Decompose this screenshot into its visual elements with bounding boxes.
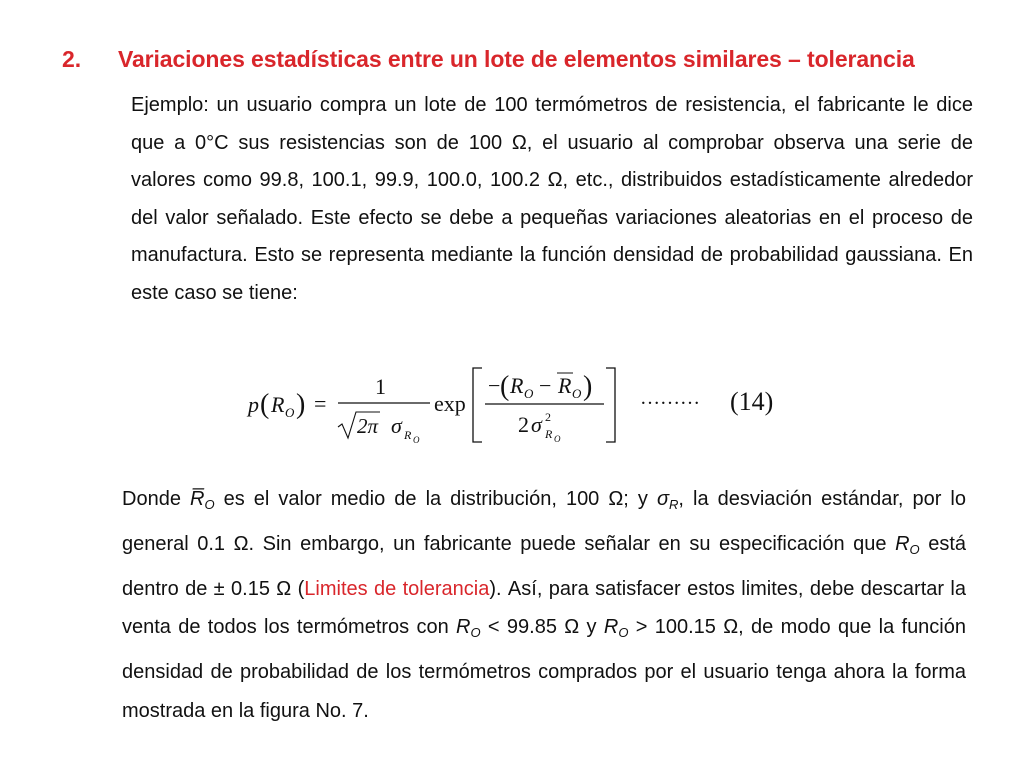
symbol-rbar-sub: O bbox=[204, 497, 215, 512]
eq-inner-rbar: R bbox=[558, 373, 572, 398]
eq-sigma-2: σ bbox=[531, 412, 542, 437]
eq-sigma-1-sub-o: O bbox=[413, 435, 420, 445]
eq-number: (14) bbox=[730, 387, 774, 416]
eq-lhs-p: p bbox=[248, 392, 259, 417]
eq-dots: ……… bbox=[640, 387, 700, 409]
eq-denominator-two: 2 bbox=[518, 412, 529, 437]
eq-lhs-open-paren: ( bbox=[260, 389, 270, 420]
eq-inner-open-paren: ( bbox=[500, 371, 510, 402]
eq-inner-rbar-sub: O bbox=[572, 386, 582, 401]
symbol-r-3: R bbox=[603, 616, 619, 639]
symbol-r-1: R bbox=[895, 532, 910, 555]
eq-minus-1: − bbox=[488, 373, 501, 398]
text-donde: Donde bbox=[122, 488, 190, 510]
text-dentro-de: está dentro de ± 0.15 Ω ( bbox=[122, 532, 966, 600]
symbol-r-1-sub: O bbox=[909, 541, 920, 557]
eq-inner-r-sub: O bbox=[524, 386, 534, 401]
eq-sigma-1-sub-r: R bbox=[404, 428, 412, 442]
eq-minus-2: − bbox=[539, 373, 552, 398]
text-desviacion: , la desviación estándar, por lo general 0.1 Ω. Sin embargo, un fabricante puede señalar en su especificación que bbox=[122, 488, 966, 555]
explanation-paragraph bbox=[122, 480, 966, 731]
text-upper-limit: > 100.15 Ω, de modo que la función densidad de probabilidad de los termómetros comprados por el usuario tenga ahora la forma mostrada en la figura No. 7. bbox=[122, 616, 966, 722]
eq-right-bracket bbox=[606, 368, 615, 442]
symbol-r-3-sub: O bbox=[618, 625, 629, 641]
eq-lhs-r: R bbox=[271, 392, 285, 417]
text-satisfacer: ). Así, para satisfacer estos limites, debe descartar la venta de todos los termómetros con bbox=[122, 577, 966, 639]
tolerance-limits-label: Limites de tolerancia bbox=[304, 577, 490, 600]
symbol-r-2: R bbox=[456, 616, 471, 639]
symbol-sigma: σ bbox=[656, 488, 670, 510]
eq-inner-close-paren: ) bbox=[583, 371, 593, 402]
eq-lhs-r-sub: O bbox=[285, 405, 295, 420]
eq-sigma-2-sub-o: O bbox=[554, 434, 561, 444]
text-valor-medio: es el valor medio de la distribución, 100 Ω; y bbox=[214, 488, 657, 510]
gaussian-equation bbox=[240, 360, 800, 450]
eq-exp: exp bbox=[434, 391, 466, 416]
text-lower-limit: < 99.85 Ω y bbox=[480, 616, 604, 639]
eq-left-bracket bbox=[473, 368, 482, 442]
eq-sigma-2-sub-r: R bbox=[545, 427, 553, 441]
eq-inner-r: R bbox=[510, 373, 524, 398]
symbol-rbar: R̅ bbox=[189, 488, 205, 510]
example-paragraph: Ejemplo: un usuario compra un lote de 100 termómetros de resistencia, el fabricante le dice que a 0°C sus resistencias son de 100 Ω, el usuario al comprobar observa una serie de valores como 99.8, 100.1, 99.9, 100.0, 100.2 Ω, etc., distribuidos estadísticamente alrededor del valor señalado. Este efecto se debe a pequeñas variaciones aleatorias en el proceso de manufactura. Esto se representa mediante la función densidad de probabilidad gaussiana. En este caso se tiene: bbox=[131, 94, 973, 304]
section-title: Variaciones estadísticas entre un lote de elementos similares – tolerancia bbox=[118, 46, 915, 72]
eq-sigma-1: σ bbox=[391, 413, 402, 438]
eq-sqrt-2pi: 2π bbox=[357, 414, 379, 438]
symbol-sigma-sub: R bbox=[669, 497, 679, 512]
section-number: 2. bbox=[62, 46, 81, 72]
symbol-r-2-sub: O bbox=[470, 625, 481, 641]
eq-sigma-2-square: 2 bbox=[545, 410, 551, 424]
eq-equals: = bbox=[314, 391, 327, 416]
section-heading bbox=[62, 46, 992, 73]
eq-lhs-close-paren: ) bbox=[296, 389, 306, 420]
eq-numerator-one: 1 bbox=[375, 374, 386, 399]
